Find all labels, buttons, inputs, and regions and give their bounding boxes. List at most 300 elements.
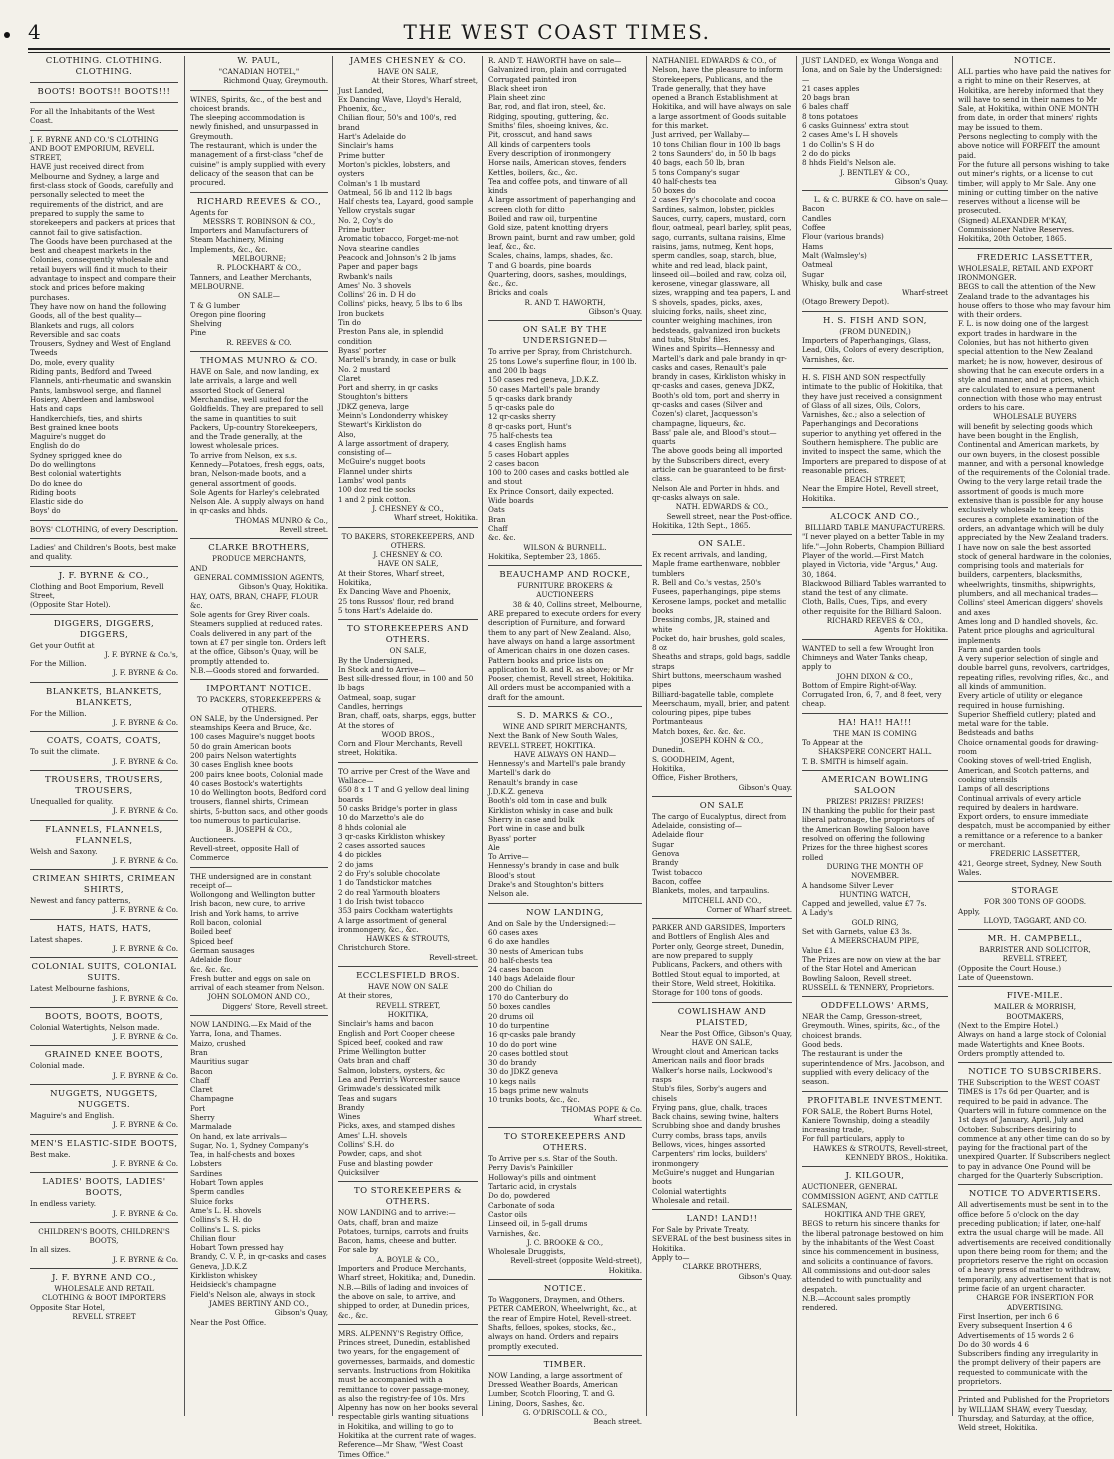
ad-line: All kinds of carpenters tools <box>488 139 591 149</box>
ad-line: Advertisements of 15 words 2 6 <box>958 1330 1074 1340</box>
ad-line: HUNTING WATCH, <box>839 889 911 899</box>
ad-line: Apply to— <box>652 1253 690 1263</box>
ad-line: The Prizes are now on view at the bar of the Star Hotel and American Bowling Saloon, Revell street. <box>802 954 941 983</box>
ad-line: BILLIARD TABLE MANUFACTURERS. <box>804 523 946 533</box>
ad-line: (Otago Brewery Depot). <box>802 297 890 307</box>
advertisement <box>30 107 178 126</box>
advertisement <box>958 886 1112 925</box>
ad-line: Hart's Adelaide do <box>338 132 406 142</box>
ad-line: Riding boots <box>30 487 76 497</box>
advertisement <box>190 95 328 188</box>
ad-line: Peacock and Johnson's 2 lb jams <box>338 252 456 262</box>
ad-separator <box>30 614 178 615</box>
ad-separator <box>958 986 1112 987</box>
ad-line: Claret <box>338 373 361 383</box>
advertisement <box>488 1132 642 1275</box>
ad-line: 6 bales chaff <box>802 102 849 112</box>
ad-line: 2 cases assorted sauces <box>338 841 426 851</box>
ad-separator <box>30 731 178 732</box>
ad-line: Gibson's Quay, Hokitika. <box>238 582 328 592</box>
column-divider <box>482 56 483 1416</box>
ad-separator <box>190 90 328 91</box>
ad-line: BOYS' CLOTHING, of every Description. <box>30 524 178 534</box>
ad-line: Gibson's Quay. <box>588 307 642 317</box>
ad-line: Best silk-dressed flour, in 100 and 50 lb bags <box>338 674 474 693</box>
ad-line: JUST LANDED, ex Wonga Wonga and Iona, and on Sale by the Undersigned:— <box>802 56 943 84</box>
ad-line: Corrugated painted iron <box>488 74 577 84</box>
ad-line: ON SALE. <box>698 539 746 550</box>
ad-line: NOTICE. <box>1013 56 1057 66</box>
advertisement <box>488 325 642 561</box>
ad-line: Oats bran and chaff <box>338 1056 411 1066</box>
ad-line: Tea, in half-chests and boxes <box>190 1150 295 1160</box>
ad-line: H. S. FISH AND SON respectfully intimate to the public of Hokitika, that they have just received a consignment of Glass of all sizes, Oils, Colors, Varnishes, &c.; also a selection of Paperhangings and Decorations superior to anything yet offered in the Southern hemisphere. The public are invited to inspect the same, which the Importers are prepared to dispose of at reasonable prices. <box>802 372 947 475</box>
ad-line: Do do wellingtons <box>30 459 96 469</box>
ad-line: Farm and garden tools <box>958 644 1041 654</box>
ad-line: Sydney sprigged knee do <box>30 450 122 460</box>
ad-line: Elastic side do <box>30 497 84 507</box>
ad-separator <box>802 639 948 640</box>
ad-separator <box>338 966 478 967</box>
advertisement <box>652 539 792 792</box>
ad-line: Revell-street, opposite Hall of Commerce <box>190 843 299 863</box>
ad-line: 25 tons Lowe's superfine flour, in 100 lb. and 200 lb bags <box>488 356 637 375</box>
ad-line: Martell's dark do <box>488 768 551 778</box>
ad-line: Ex Dancing Wave and Phoenix, <box>338 587 451 597</box>
ad-line: Kirkliston whiskey <box>190 1271 258 1281</box>
column-6 <box>802 56 948 1418</box>
advertisement <box>190 356 328 534</box>
ad-line: WHOLESALE BUYERS <box>993 412 1077 422</box>
ad-line: Prime butter <box>338 150 385 160</box>
ad-separator <box>652 1209 792 1210</box>
ad-line: All advertisements must be sent in to the office before 5 o'clock on the day preceding publication; if later, one-half extra the usual charge will be made. All advertisements are received conditionally upon there being room for them; and the proprietors reserve the right on occasion of a heavy press of matter to withdraw, temporarily, any advertisement that is not prime facie of an urgent character. <box>958 1200 1112 1294</box>
newspaper-title: THE WEST COAST TIMES. <box>403 20 711 44</box>
ad-separator <box>802 1166 948 1167</box>
ad-line: Also, <box>338 429 356 439</box>
ad-line: Fresh butter and eggs on sale on arrival of each steamer from Nelson. <box>190 973 325 993</box>
ad-line: 40 half-chests tea <box>652 176 717 186</box>
ad-line: COLONIAL SUITS, COLONIAL SUITS. <box>31 962 177 984</box>
ad-separator <box>30 1222 178 1223</box>
ad-line: Ale <box>488 842 500 852</box>
ad-line: 10 tons Chilian flour in 100 lb bags <box>652 139 781 149</box>
ad-line: Wines <box>338 1112 361 1122</box>
ad-line: PETER CAMERON, Wheelwright, &c., at the rear of Empire Hotel, Revell-street. Shafts, felloes, spokes, stocks, &c., always on hand. Orders and repairs promptly executed. <box>488 1304 637 1351</box>
ad-line: Maguire's and English. <box>30 1111 115 1121</box>
ad-line: TO PACKERS, STOREKEEPERS & OTHERS. <box>196 695 322 714</box>
advertisement <box>652 56 792 530</box>
advertisement <box>488 1360 642 1427</box>
ad-separator <box>958 929 1112 930</box>
ad-line: Roll bacon, colonial <box>190 918 262 928</box>
advertisement <box>30 1012 178 1042</box>
ad-line: NOTICE TO SUBSCRIBERS. <box>968 1067 1102 1078</box>
ad-line: ON SALE, <box>389 646 427 656</box>
ad-line: GRAINED KNEE BOOTS, <box>44 1050 164 1061</box>
advertisement <box>30 924 178 954</box>
ad-line: Ames' No. 3 shovels <box>338 280 412 290</box>
ad-line: Hobart Town apples <box>190 1178 264 1188</box>
ad-line: Sugar <box>652 839 674 849</box>
ad-line: Stewart's Kirkliston do <box>338 420 422 430</box>
ad-line: 1 do Collin's S H do <box>802 139 875 149</box>
ad-line: GENERAL COMMISSION AGENTS, <box>193 572 325 582</box>
ad-line: English do do <box>30 441 80 451</box>
ad-line: SEVERAL of the best business sites in Hokitika. <box>652 1234 792 1253</box>
ad-separator <box>30 1172 178 1173</box>
ad-line: Corn and Flour Merchants, Revell street, Hokitika. <box>338 739 463 758</box>
ad-line: Sole agents for Grey River coals. <box>190 610 310 620</box>
ad-separator <box>190 867 328 868</box>
ad-line: Martell's brandy, in case or bulk <box>338 355 456 365</box>
ad-line: &c. &c. &c. <box>190 964 233 974</box>
ad-line: Reversible and sac coats <box>30 329 121 339</box>
ad-line: NOW LANDING and to arrive:— <box>338 1208 456 1218</box>
advertisement <box>652 801 792 914</box>
ad-line: Brandy <box>338 1102 365 1112</box>
ad-line: Hokitika. <box>608 1265 642 1275</box>
ad-line: Sinclair's hams and bacon <box>338 1019 434 1029</box>
ad-line: STORAGE <box>1011 886 1059 897</box>
ad-line: The above goods being all imported by the Subscribers direct, every article can be guaranteed to be first-class. <box>652 446 787 484</box>
ad-line: W. PAUL, <box>237 56 281 66</box>
ad-line: R. AND T. HAWORTH have on sale— <box>488 56 622 65</box>
ad-line: FOR 300 TONS OF GOODS. <box>983 897 1087 907</box>
ad-line: Oats <box>488 505 505 515</box>
ad-separator <box>30 130 178 131</box>
ad-separator <box>488 706 642 707</box>
ad-separator <box>30 1084 178 1085</box>
ad-line: CHILDREN'S BOOTS, CHILDREN'S BOOTS, <box>38 1226 170 1246</box>
ad-line: FLANNELS, FLANNELS, FLANNELS, <box>45 824 163 846</box>
ad-line: Quartering, doors, sashes, mouldings, &c., &c. <box>488 269 627 289</box>
ad-line: Oatmeal, soap, sugar <box>338 692 416 702</box>
ad-line: Adelaide flour <box>652 830 704 840</box>
ad-line: Stub's files, Sorby's augers and chisels <box>652 1084 767 1103</box>
ad-line: BEGS to return his sincere thanks for the liberal patronage bestowed on him by the inhabitants of the West Coast since his commencement in business, and solicits a continuance of favors. <box>802 1219 944 1266</box>
ad-line: Best grained knee boots <box>30 422 119 432</box>
ad-line: Oatmeal <box>802 260 833 270</box>
ad-line: For Sale by Private Treaty. <box>652 1225 750 1235</box>
ad-line: JAMES CHESNEY & CO. <box>349 56 467 66</box>
ad-line: Latest Melbourne fashions, <box>30 984 130 994</box>
advertisement <box>338 971 478 1177</box>
ad-line: Curry combs, brass taps, anvils <box>652 1130 767 1140</box>
ad-line: Ame's L. H. shovels <box>190 1205 262 1215</box>
ad-line: Ladies' and Children's Boots, best make and quality. <box>30 543 177 562</box>
ad-line: Gold size, patent knotting dryers <box>488 223 609 233</box>
ad-line: Galvanized iron, plain and corrugated <box>488 65 627 75</box>
ad-line: TO BAKERS, STOREKEEPERS, AND OTHERS. <box>341 531 475 550</box>
ad-line: Handkerchiefs, ties, and shirts <box>30 413 143 423</box>
ad-line: J. BENTLEY & CO., <box>840 167 910 177</box>
ad-line: TIMBER. <box>543 1359 587 1370</box>
ad-line: No. 2, Coy's do <box>338 215 393 225</box>
ad-line: Lambs' wool pants <box>338 476 406 486</box>
ad-separator <box>488 565 642 566</box>
ad-line: TO STOREKEEPERS AND OTHERS. <box>347 624 469 646</box>
ad-line: CLOTHING. CLOTHING. CLOTHING. <box>45 56 163 77</box>
ad-line: Hosiery, Aberdeen and lambswool <box>30 394 155 404</box>
ad-line: Revell-street. <box>429 952 478 962</box>
advertisement <box>488 1284 642 1351</box>
ad-line: THE Subscription to the WEST COAST TIMES is 17s 6d per Quarter, and is required to be paid in advance. The Quarters will in future commence on the 1st days of January, April, July and October. Subscribers desiring to commence at any other time can do so by paying for the fractional part of the unexpired Quarter. If Subscribers neglect to pay in advance One Pound will be charged for the Quarterly Subscription. <box>958 1078 1111 1181</box>
ad-line: Do do, powdered <box>488 1191 551 1201</box>
ad-line: Geneva, J.D.K.Z <box>190 1261 247 1271</box>
ad-line: WANTED to sell a few Wrought Iron Chimneys and Water Tanks cheap, apply to <box>802 643 934 672</box>
ad-line: J. F. BYRNE & Co. <box>112 668 178 678</box>
ad-line: 6 do axe handles <box>488 937 550 947</box>
ad-line: Colman's 1 lb mustard <box>338 178 421 188</box>
ad-line: Apply, <box>958 906 981 916</box>
ad-line: 4 do pickles <box>338 850 382 860</box>
ad-line: N.B.—Goods stored and forwarded. <box>190 665 320 675</box>
column-divider <box>796 56 797 1416</box>
ad-line: Powder, caps, and shot <box>338 1149 422 1159</box>
ad-separator <box>30 1007 178 1008</box>
advertisement <box>802 775 948 992</box>
ad-line: To arrive from Nelson, ex s.s. Kennedy—Potatoes, fresh eggs, oats, bran, Nelson-made boots, and a general assortment of goods. <box>190 450 325 488</box>
ad-line: 170 do Canterbury do <box>488 993 569 1003</box>
ad-line: MITCHELL AND CO., <box>682 895 762 905</box>
ad-line: 100 cases Maguire's nugget boots <box>190 732 315 742</box>
ad-line: THOMAS MUNRO & Co., <box>235 515 328 525</box>
ad-separator <box>30 957 178 958</box>
ad-line: REVELL STREET, <box>375 1000 441 1010</box>
ad-separator <box>30 520 178 521</box>
ad-line: S. D. MARKS & CO., <box>516 711 614 721</box>
ad-line: Persons neglecting to comply with the above notice will FORFEIT the amount paid. <box>958 132 1100 160</box>
ad-line: IN thanking the public for their past liberal patronage, the proprietors of the American Bowling Saloon have resolved on offering the following Prizes for the three highest scores rolled <box>802 806 935 862</box>
ad-line: 2 do do picks <box>802 148 851 158</box>
ad-line: Printed and Published for the Proprietors by WILLIAM SHAW, every Tuesday, Thursday, and Saturday, at the office, Weld street, Hokitika. <box>958 1395 1110 1433</box>
ad-line: Patent price ploughs and agricultural implements <box>958 626 1095 645</box>
ad-line: At their stores, <box>338 991 393 1001</box>
advertisement <box>30 736 178 766</box>
advertisement <box>802 56 948 186</box>
ad-line: 421, George street, Sydney, New South Wales. <box>958 858 1102 877</box>
ad-separator <box>190 351 328 352</box>
ad-line: Blankets and rugs, all colors <box>30 320 134 330</box>
ad-line: To Arrive per s.s. Star of the South. <box>488 1154 618 1164</box>
ad-separator <box>30 1134 178 1135</box>
ad-line: Fusees, paperhangings, pipe stems <box>652 587 781 597</box>
ad-line: Mauritius sugar <box>190 1057 249 1067</box>
ad-line: 5 qr-casks pale do <box>488 403 555 413</box>
ad-line: NOTICE TO ADVERTISERS. <box>968 1189 1102 1200</box>
advertisement <box>30 87 178 98</box>
ad-line: Teas and sugars <box>338 1093 397 1103</box>
advertisement <box>30 56 178 78</box>
ad-line: HAVE ON SALE, <box>377 67 439 76</box>
ad-line: Clothing and Boot Emporium, Revell Street, <box>30 581 164 600</box>
ad-line: To Waggoners, Draymen, and Others. <box>488 1295 625 1305</box>
ad-line: HAVE ON SALE, <box>691 1037 753 1047</box>
ad-line: Near the Post Office, Gibson's Quay, <box>660 1028 792 1038</box>
ad-line: Port wine in case and bulk <box>488 824 585 834</box>
ad-line: BEACH STREET, <box>844 475 906 485</box>
ad-separator <box>958 1390 1112 1391</box>
ad-line: ODDFELLOWS' ARMS, <box>820 1001 930 1012</box>
ad-line: Cloth, Balls, Cues, Tips, and every other requisite for the Billiard Saloon. <box>802 597 942 616</box>
ad-line: Tartaric acid, in crystals <box>488 1182 577 1192</box>
ad-line: Paper and paper bags <box>338 262 418 272</box>
ad-line: FREDERIC LASSETTER, <box>989 849 1081 859</box>
ad-line: Choice ornamental goods for drawing-room <box>958 737 1099 757</box>
ad-line: J. C. BROOKE & CO., <box>526 1237 604 1247</box>
ad-line: Chaff <box>488 523 508 533</box>
ad-line: 50 casks Bridge's porter in glass <box>338 803 458 813</box>
advertisement <box>190 543 328 675</box>
ad-line: HAVE ON SALE, <box>377 559 439 569</box>
ad-line: 1 do Tandstickor matches <box>338 878 432 888</box>
column-1 <box>30 56 178 1418</box>
ad-line: Boiled and raw oil, turpentine <box>488 214 598 224</box>
ad-line: Candles <box>802 213 832 223</box>
ad-line: Importers of Paperhangings, Glass, Lead, Oils, Colors of every description, Varnishes, &c. <box>802 336 945 364</box>
ad-line: JAMES BERTINY AND CO., <box>209 1298 309 1308</box>
ad-line: Set with Garnets, value £3 3s. <box>802 927 912 937</box>
ad-line: HAY, OATS, BRAN, CHAFF, FLOUR &c. <box>190 591 319 610</box>
ad-line: A large assortment of paperhanging and screen cloth for ditto <box>488 195 636 214</box>
ad-line: In endless variety. <box>30 1199 97 1209</box>
ad-line: Frying pans, glue, chalk, traces <box>652 1102 768 1112</box>
ad-line: A MEERSCHAUM PIPE, <box>830 936 920 946</box>
ad-line: Wines and Spirits—Hennessy and Martell's dark and pale brandy in qr-casks and cases, Renault's pale brandy in cases, Kirkliston whisky in qr-casks and cases, geneva JDKZ, Booth's old tom, port and sherry in qr-casks and cases (Silver and Cozen's) claret, Jacquesson's champagne, liqueurs, &c. <box>652 344 787 428</box>
ad-line: G. O'DRISCOLL & CO., <box>522 1408 608 1417</box>
ad-line: 8 hhds Field's Nelson ale. <box>802 158 896 168</box>
ad-separator <box>652 1002 792 1003</box>
ad-line: For sale by <box>338 1245 379 1255</box>
ad-line: Brandy, C. V. P., in qr-casks and cases <box>190 1252 327 1262</box>
ad-line: Wholesale and retail. <box>652 1195 730 1205</box>
ad-line: Hennessy's and Martell's pale brandy <box>488 759 626 769</box>
ad-line: Sugar, No. 1, Sydney Company's <box>190 1140 309 1150</box>
ad-line: 150 cases red geneva, J.D.K.Z. <box>488 375 599 385</box>
ad-line: 8 hhds colonial ale <box>338 822 407 832</box>
advertisement <box>30 874 178 915</box>
column-2 <box>190 56 328 1418</box>
ad-line: 30 cases English knee boots <box>190 760 293 770</box>
ad-line: Riding pants, Bedford and Tweed <box>30 367 152 377</box>
ad-line: Hokitika, 12th Sept., 1865. <box>652 520 751 530</box>
ad-line: Maple frame earthenware, nobbler tumblers <box>652 559 781 578</box>
ad-line: MELBOURNE; <box>231 254 287 264</box>
ad-line: To suit the climate. <box>30 747 100 757</box>
ad-line: All orders must be accompanied with a draft for the amount. <box>488 683 631 702</box>
ad-line: Prime Wellington butter <box>338 1047 426 1057</box>
ad-line: R. AND T. HAWORTH, <box>524 297 606 307</box>
advertisement <box>652 1007 792 1206</box>
advertisement <box>802 512 948 635</box>
ad-line: Bass' pale ale, and Blood's stout—quarts <box>652 427 777 447</box>
ad-separator <box>958 1184 1112 1185</box>
advertisement <box>30 687 178 728</box>
ad-separator <box>488 1127 642 1128</box>
ad-line: J. F. BYRNE & Co. <box>112 993 178 1003</box>
ad-line: A handsome Silver Lever <box>802 880 894 890</box>
advertisement <box>190 1020 328 1327</box>
ad-line: 200 pairs Nelson watertights <box>190 751 297 760</box>
ad-line: Owing to the very large retail trade the assortment of goods is much more extensive than is possible for any house exclusively wholesale to keep; this secures a complete examination of the orders, an advantage which will be duly appreciated by the New Zealand traders. <box>958 477 1109 543</box>
ad-separator <box>338 1181 478 1182</box>
ad-line: Champagne <box>190 1094 234 1104</box>
ad-line: Hennessy's brandy in case and bulk <box>488 861 619 871</box>
ad-line: FURNITURE BROKERS & AUCTIONEERS <box>517 581 613 600</box>
advertisement <box>958 1395 1112 1432</box>
ad-line: Welsh and Saxony. <box>30 846 98 856</box>
ad-line: BEAUCHAMP AND ROCKE, <box>499 570 631 581</box>
ad-line: A Lady's <box>802 908 833 918</box>
ad-line: 353 pairs Cockham watertights <box>338 906 453 916</box>
advertisement <box>338 532 478 616</box>
ad-line: JOHN SOLOMON AND CO., <box>208 992 310 1002</box>
ad-line: T & G lumber <box>190 300 240 310</box>
ad-line: Back chains, sewing twine, halters <box>652 1112 779 1122</box>
ad-line: For the Million. <box>30 659 87 669</box>
ad-line: 40 bags, each 50 lb, bran <box>652 158 745 168</box>
ad-line: J. KILGOUR, <box>845 1171 905 1182</box>
ad-line: J. F. BYRNE & Co.'s, <box>104 649 178 659</box>
ad-line: A very superior selection of single and double barrel guns, revolvers, cartridges, repeating rifles, revolving rifles, &c., and all kinds of ammunition. <box>958 654 1110 691</box>
ad-line: ON SALE— <box>238 291 280 301</box>
ad-line: Collins's L. S. picks <box>190 1224 261 1234</box>
ad-line: 75 half-chests tea <box>488 430 553 440</box>
ad-separator <box>488 903 642 904</box>
ad-line: Renault's brandy in case <box>488 777 578 787</box>
ad-line: 20 bags bran <box>802 93 850 103</box>
ad-line: "I never played on a better Table in my life."—John Roberts, Champion Billiard Player of the world.—First Match played in Victoria, vide "Argus," Aug. 30, 1864. <box>802 532 945 579</box>
ad-separator <box>30 538 178 539</box>
ad-line: By the Undersigned, <box>338 655 414 665</box>
ad-line: BEGS to call the attention of the New Zealand trade to the advantages his house offers to those who may favour him with their orders. <box>958 282 1111 320</box>
ad-line: Iron buckets <box>338 308 384 318</box>
ad-line: Collins' S.H. do <box>338 1140 395 1150</box>
ad-line: Every article of utility or elegance required in house furnishing. <box>958 691 1083 710</box>
ad-line: RICHARD REEVES & CO., <box>196 196 322 207</box>
ad-line: (Opposite Star Hotel). <box>30 600 111 610</box>
ad-line: Steamers supplied at reduced rates. Coals delivered in any part of the town at £7 per single ton. Orders left at the office, Gibson's Quay, will be promptly attended to. <box>190 619 326 666</box>
ad-line: Opposite Star Hotel, <box>30 1302 105 1312</box>
ad-line: Black sheet iron <box>488 83 548 93</box>
ad-line: 50 do grain American boots <box>190 741 292 751</box>
ad-line: Collins' picks, heavy, 5 lbs to 6 lbs <box>338 299 463 309</box>
ad-separator <box>30 566 178 567</box>
ad-line: The sleeping accommodation is newly finished, and unsurpassed in Greymouth. <box>190 113 319 141</box>
column-3 <box>338 56 478 1459</box>
ad-line: HAVE NOW ON SALE <box>367 982 449 992</box>
ad-line: Lobsters <box>190 1159 222 1169</box>
ad-line: In all sizes. <box>30 1245 71 1255</box>
ad-line: DIGGERS, DIGGERS, DIGGERS, <box>53 618 155 640</box>
advertisement <box>190 872 328 1011</box>
advertisement <box>958 934 1112 982</box>
ad-line: 30 do JDKZ geneva <box>488 1067 559 1077</box>
ad-separator <box>30 82 178 83</box>
ad-line: L. & C. BURKE & CO. have on sale— <box>813 195 948 205</box>
ad-line: Hokitika, September 23, 1865. <box>488 551 601 561</box>
ad-line: Pine <box>190 328 207 338</box>
ad-separator <box>190 1015 328 1016</box>
ad-separator <box>802 713 948 714</box>
ad-line: Importers and Manufacturers of Steam Machinery, Mining Implements, &c., &c. <box>190 226 308 254</box>
ad-line: Sheaths and straps, gold bags, saddle straps <box>652 652 791 671</box>
advertisement <box>30 571 178 610</box>
ad-line: Hobart Town pressed hay <box>190 1243 284 1253</box>
ad-line: Flannel under shirts <box>338 466 413 476</box>
ad-line: WOOD BROS., <box>381 729 435 739</box>
